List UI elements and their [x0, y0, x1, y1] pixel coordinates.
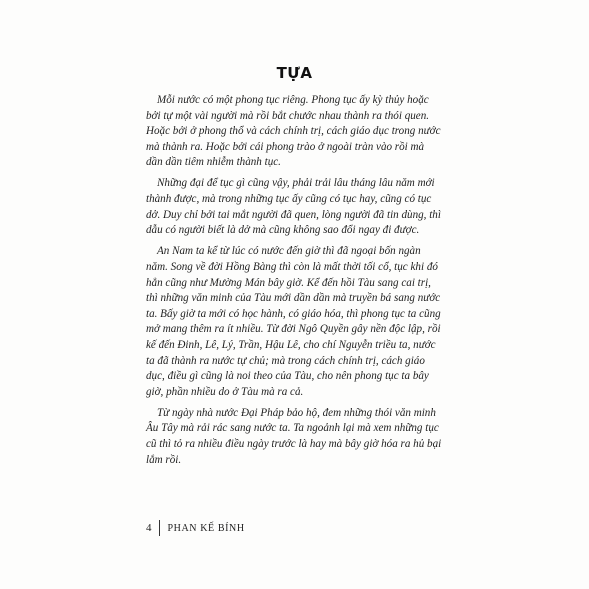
paragraph-1: Mỗi nước có một phong tục riêng. Phong tục ấy kỳ thủy hoặc bởi tự một vài người mà rồi bắt chước nhau thành ra thói quen. Hoặc bởi ở phong thổ và cách chính trị, cách giáo dục trong nước mà thành ra. Hoặc bởi cái phong trào ở ngoài tràn vào rồi mà dần dần tiêm nhiễm thành tục. — [146, 94, 441, 169]
page-title: TỰA — [276, 64, 313, 82]
body-text — [146, 93, 443, 474]
running-head: PHAN KẾ BÍNH — [167, 522, 245, 534]
page-number: 4 — [146, 522, 152, 534]
paragraph-2: Những đại để tục gì cũng vậy, phải trải lâu tháng lâu năm mới thành được, mà trong những tục ấy cũng có tục hay, cũng có tục dở. Duy chỉ bởi tai mắt người đã quen, lòng người đã tin dùng, thì dẫu có người biết là dở mà cũng không sao đổi ngay đi được. — [146, 177, 441, 237]
page-footer — [146, 520, 245, 536]
paragraph-4: Từ ngày nhà nước Đại Pháp bảo hộ, đem những thói văn minh Âu Tây mà rải rác sang nước ta. Ta ngoảnh lại mà xem những tục cũ thì tỏ ra nhiều điều ngày trước là hay mà bây giờ hóa ra hủ bại lắm rồi. — [146, 406, 442, 466]
footer-divider — [159, 520, 160, 536]
paragraph-3: An Nam ta kể từ lúc có nước đến giờ thì đã ngoại bốn ngàn năm. Song về đời Hồng Bàng thì còn là mất thời tối cổ, tục khi đó hẳn cũng như Mường Mán bây giờ. Kể đến hồi Tàu sang cai trị, thì những văn minh của Tàu mới dần dần mà truyền bá sang nước ta. Bấy giờ ta mới có học hành, có giáo hóa, thì phong tục ta cũng mở mang thêm ra ít nhiều. Từ đời Ngô Quyền gây nền độc lập, rồi kế đến Đinh, Lê, Lý, Trần, Hậu Lê, cho chí Nguyễn triều ta, nước ta đã thành ra nước tự chủ; mà trong cách chính trị, cách giáo dục, điều gì cũng là noi theo của Tàu, cho nên phong tục ta bây giờ, phần nhiều do ở Tàu mà ra cả. — [146, 245, 441, 398]
